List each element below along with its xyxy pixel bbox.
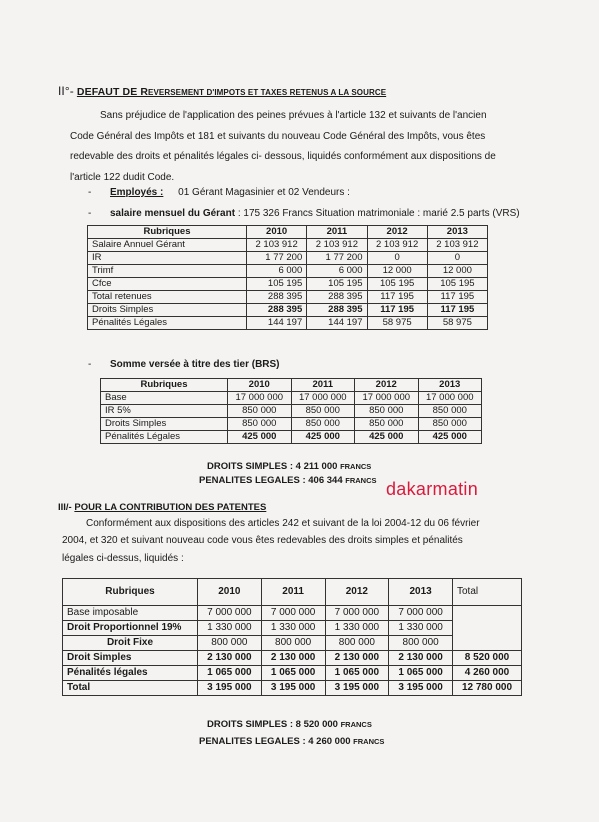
table-row: Droit Simples 2 130 000 2 130 000 2 130 000 2 130 000 8 520 000 <box>63 651 522 666</box>
section-2-summary-droits-simples: DROITS SIMPLES : 4 211 000 FRANCS <box>207 461 372 472</box>
watermark-dakarmatin: dakarmatin <box>386 479 479 499</box>
section-3-summary-droits-simples: DROITS SIMPLES : 8 520 000 FRANCS <box>207 719 372 730</box>
table-row: Total 3 195 000 3 195 000 3 195 000 3 195 000 12 780 000 <box>63 681 522 696</box>
section-2-paragraph: Sans préjudice de l'application des peines prévues à l'article 132 et suivants de l'ancien Code Général des Impôts et 181 et suivants du nouveau Code Général des Impôts, vous êtes redevable des droits et pénalités légales ci- dessous, liquidés conformément aux dispositions de l'article 122 dudit Code. <box>70 110 496 183</box>
table-row: Base 17 000 000 17 000 000 17 000 000 17 000 000 <box>101 392 482 405</box>
section-3-heading: III/- POUR LA CONTRIBUTION DES PATENTES <box>58 502 267 513</box>
section-3-paragraph: Conformément aux dispositions des articles 242 et suivant de la loi 2004-12 du 06 février <box>86 518 480 529</box>
table-row: Pénalités Légales 425 000 425 000 425 000 425 000 <box>101 431 482 444</box>
table-row: IR 1 77 200 1 77 200 0 0 <box>88 252 488 265</box>
table-row: Droit Fixe 800 000 800 000 800 000 800 000 <box>63 636 522 651</box>
patentes-table <box>62 578 522 696</box>
table-header-row: Rubriques 2010 2011 2012 2013 Total <box>63 579 522 606</box>
table-row: Trimf 6 000 6 000 12 000 12 000 <box>88 265 488 278</box>
section-2-number: II°- <box>58 84 74 98</box>
section-3-summary-penalites: PENALITES LEGALES : 4 260 000 FRANCS <box>199 736 385 747</box>
table-row: Droit Proportionnel 19% 1 330 000 1 330 000 1 330 000 1 330 000 <box>63 621 522 636</box>
section-2-title: DEFAUT DE REVERSEMENT D'IMPOTS ET TAXES RETENUS A LA SOURCE <box>76 86 387 98</box>
table-row: IR 5% 850 000 850 000 850 000 850 000 <box>101 405 482 418</box>
bullet-brs: - Somme versée à titre des tier (BRS) <box>88 359 280 370</box>
brs-table <box>100 378 482 444</box>
table-row: Droits Simples 288 395 288 395 117 195 117 195 <box>88 304 488 317</box>
section-2-summary-penalites: PENALITES LEGALES : 406 344 FRANCS <box>199 475 377 486</box>
table-row: Cfce 105 195 105 195 105 195 105 195 <box>88 278 488 291</box>
table-row: Total retenues 288 395 288 395 117 195 117 195 <box>88 291 488 304</box>
table-row: Pénalités légales 1 065 000 1 065 000 1 065 000 1 065 000 4 260 000 <box>63 666 522 681</box>
table-row: Droits Simples 850 000 850 000 850 000 850 000 <box>101 418 482 431</box>
table-row: Base imposable 7 000 000 7 000 000 7 000 000 7 000 000 <box>63 606 522 621</box>
table-row: Pénalités Légales 144 197 144 197 58 975 58 975 <box>88 317 488 330</box>
table-header-row: Rubriques 2010 2011 2012 2013 <box>101 379 482 392</box>
section-3-paragraph-cont: 2004, et 320 et suivant nouveau code vous êtes redevables des droits simples et pénalités légales ci-dessus, liquidés : <box>62 535 463 564</box>
bullet-employes: - Employés : 01 Gérant Magasinier et 02 Vendeurs : <box>88 187 350 198</box>
section-2-heading <box>58 84 386 98</box>
table-header-row: Rubriques 2010 2011 2012 2013 <box>88 226 488 239</box>
bullet-salaire-gerant: - salaire mensuel du Gérant : 175 326 Francs Situation matrimoniale : marié 2.5 parts (VRS) <box>88 208 520 219</box>
table-row: Salaire Annuel Gérant 2 103 912 2 103 912 2 103 912 2 103 912 <box>88 239 488 252</box>
salary-table <box>87 225 488 330</box>
